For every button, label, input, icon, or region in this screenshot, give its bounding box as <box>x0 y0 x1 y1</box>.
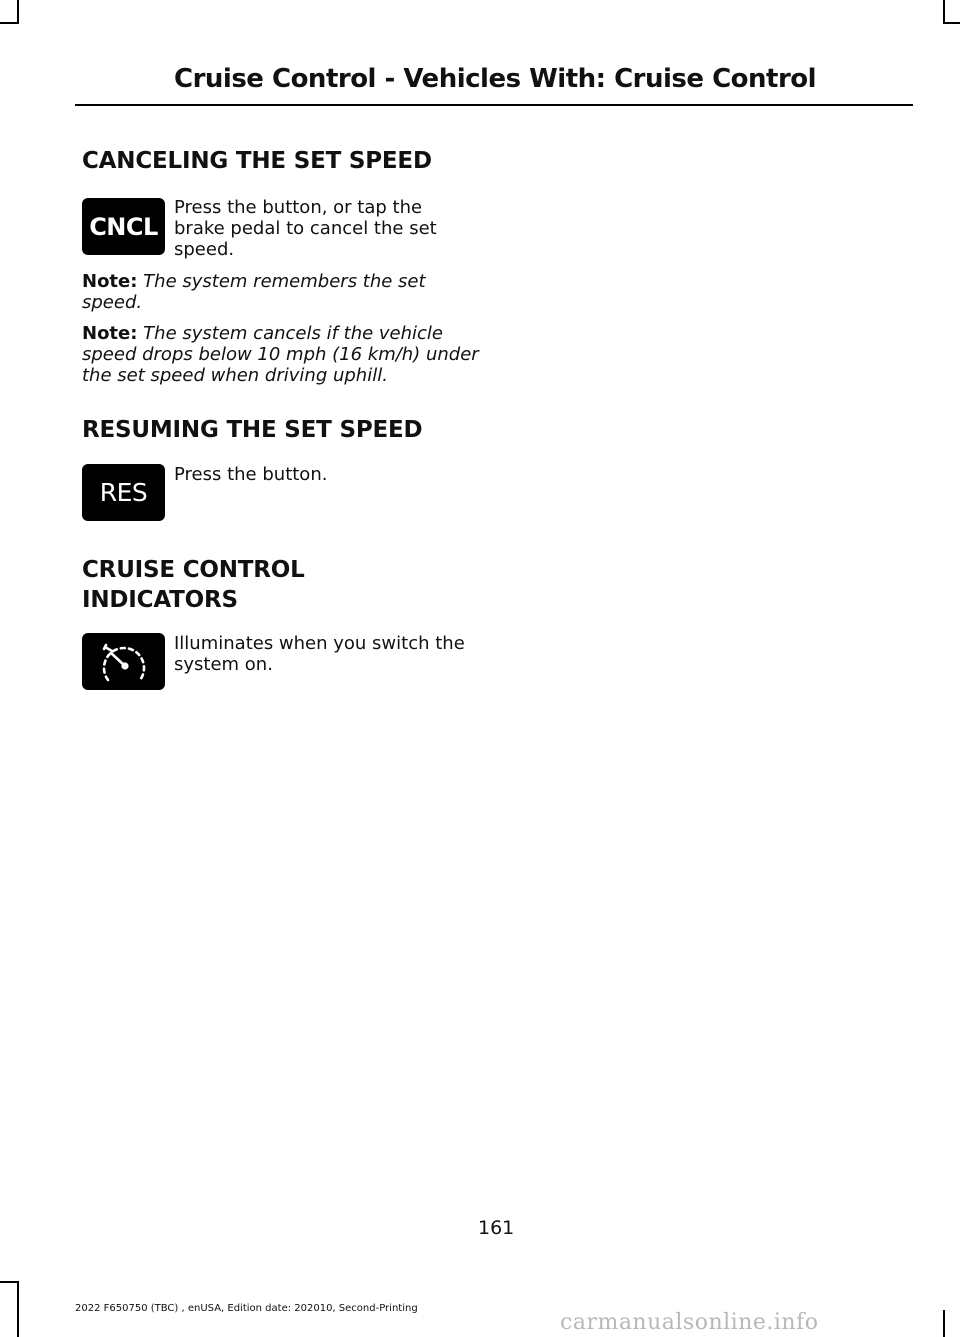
crop-mark <box>17 1281 19 1337</box>
crop-mark <box>943 22 960 24</box>
crop-mark <box>17 0 19 24</box>
note-text: The system remembers the set speed. <box>82 271 426 313</box>
crop-mark <box>0 22 18 24</box>
section-heading-resuming: RESUMING THE SET SPEED <box>82 417 423 443</box>
section-heading-indicators-line1: CRUISE CONTROL <box>82 557 305 583</box>
note-label: Note: <box>82 271 138 292</box>
res-button-icon <box>82 464 165 521</box>
note-cancels-uphill <box>82 323 482 386</box>
crop-mark <box>943 1310 945 1337</box>
section-heading-indicators-line2: INDICATORS <box>82 587 238 613</box>
note-text: The system cancels if the vehicle speed drops below 10 mph (16 km/h) under the set speed when driving uphill. <box>82 323 479 386</box>
page-number: 161 <box>478 1217 515 1239</box>
crop-mark <box>943 0 945 24</box>
header-divider <box>75 104 913 106</box>
footer-edition-info: 2022 F650750 (TBC) , enUSA, Edition date: 202010, Second-Printing <box>75 1303 418 1314</box>
speedometer-icon <box>82 633 165 690</box>
section-heading-canceling: CANCELING THE SET SPEED <box>82 148 432 174</box>
indicator-description: Illuminates when you switch the system on. <box>174 633 465 675</box>
res-icon-label: RES <box>99 478 148 507</box>
cncl-icon-label: CNCL <box>89 212 158 241</box>
canceling-instruction: Press the button, or tap the brake pedal to cancel the set speed. <box>174 197 437 260</box>
watermark: carmanualsonline.info <box>560 1310 819 1335</box>
crop-mark <box>0 1281 18 1283</box>
page-header-title: Cruise Control - Vehicles With: Cruise Control <box>174 64 817 94</box>
cncl-button-icon <box>82 198 165 255</box>
speedometer-icon-graphic <box>96 637 152 687</box>
note-remembers <box>82 271 482 313</box>
note-label: Note: <box>82 323 138 344</box>
resuming-instruction: Press the button. <box>174 464 328 485</box>
